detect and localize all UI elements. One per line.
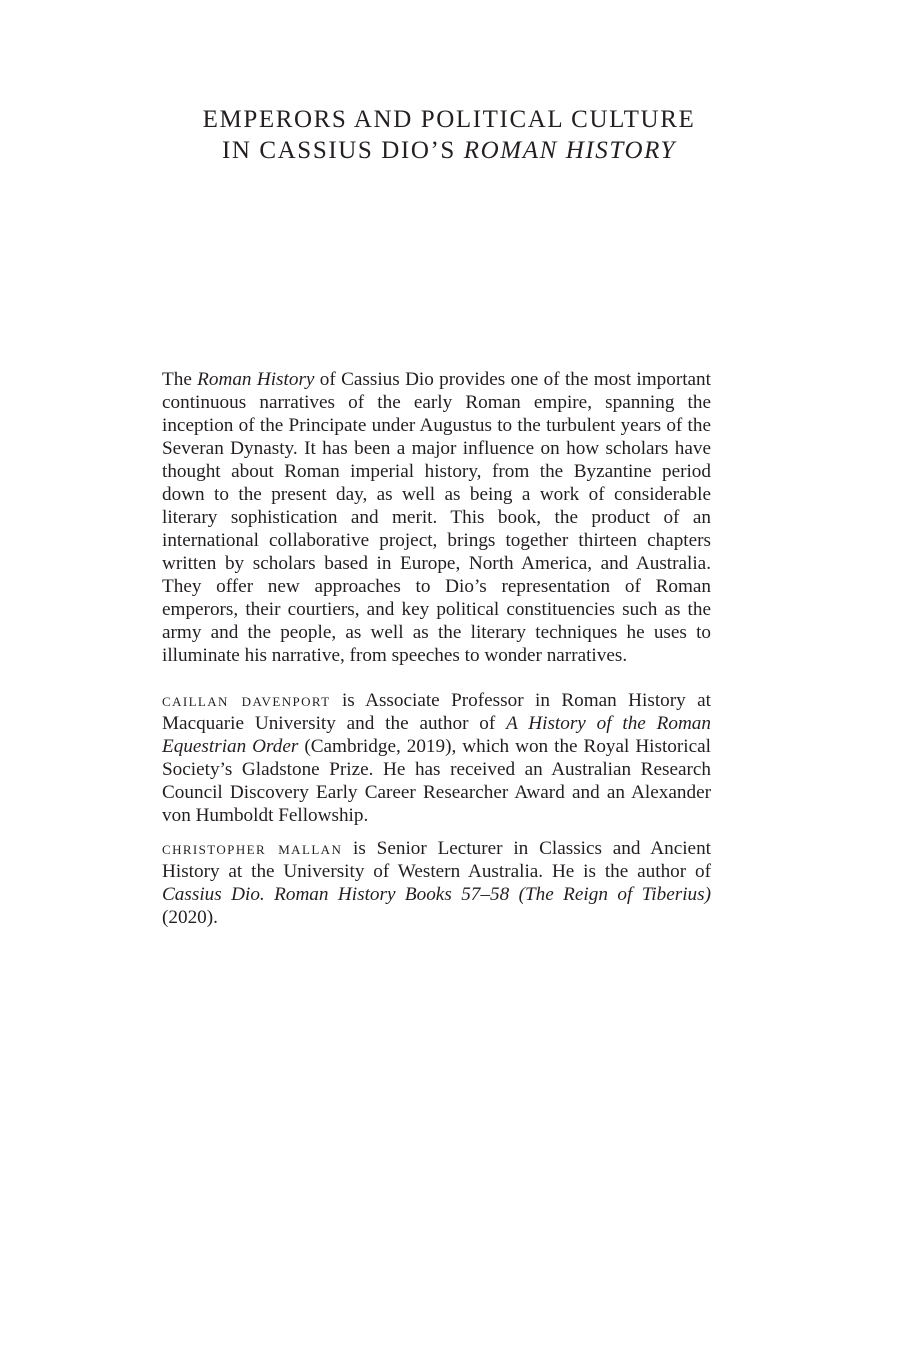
author-bio-text-end: (Cambridge, 2019), which won the Royal Historical Society’s Gladstone Prize. He has received an Australian Research Council Discovery Early Career Researcher Award and an Alexander von Humboldt Fellowship.	[162, 736, 711, 826]
author-bio-mallan	[162, 837, 711, 929]
book-description-body: of Cassius Dio provides one of the most important continuous narratives of the early Roman empire, spanning the inception of the Principate under Augustus to the turbulent years of the Severan Dynasty. It has been a major influence on how scholars have thought about Roman imperial history, from the Byzantine period down to the present day, as well as being a work of considerable literary sophistication and merit. This book, the product of an international collaborative project, brings together thirteen chapters written by scholars based in Europe, North America, and Australia. They offer new approaches to Dio’s representation of Roman emperors, their courtiers, and key political constituencies such as the army and the people, as well as the literary techniques he uses to illuminate his narrative, from speeches to wonder narratives.	[162, 369, 711, 666]
author-bio-davenport	[162, 689, 711, 827]
author-book-title: A History of the Roman Equestrian Order	[162, 713, 711, 757]
book-title-line-2-italic: ROMAN HISTORY	[463, 137, 677, 164]
book-title	[0, 104, 898, 166]
book-title-line-2	[0, 135, 898, 166]
author-book-title: Cassius Dio. Roman History Books 57–58 (The Reign of Tiberius)	[162, 884, 711, 905]
author-bio-text: is Senior Lecturer in Classics and Ancient History at the University of Western Australia. He is the author of	[162, 838, 711, 882]
book-title-line-2-prefix: IN CASSIUS DIO’S	[221, 137, 464, 164]
author-bio-text-end: (2020).	[162, 907, 218, 928]
book-description	[162, 368, 711, 667]
author-bio-text: is Associate Professor in Roman History at Macquarie University and the author of	[162, 690, 711, 734]
book-title-line-1: EMPERORS AND POLITICAL CULTURE	[202, 106, 696, 133]
author-name: caillan davenport	[162, 690, 331, 711]
book-description-italic-title: Roman History	[197, 369, 315, 390]
book-description-lead: The	[162, 369, 198, 390]
author-name: christopher mallan	[162, 838, 343, 859]
